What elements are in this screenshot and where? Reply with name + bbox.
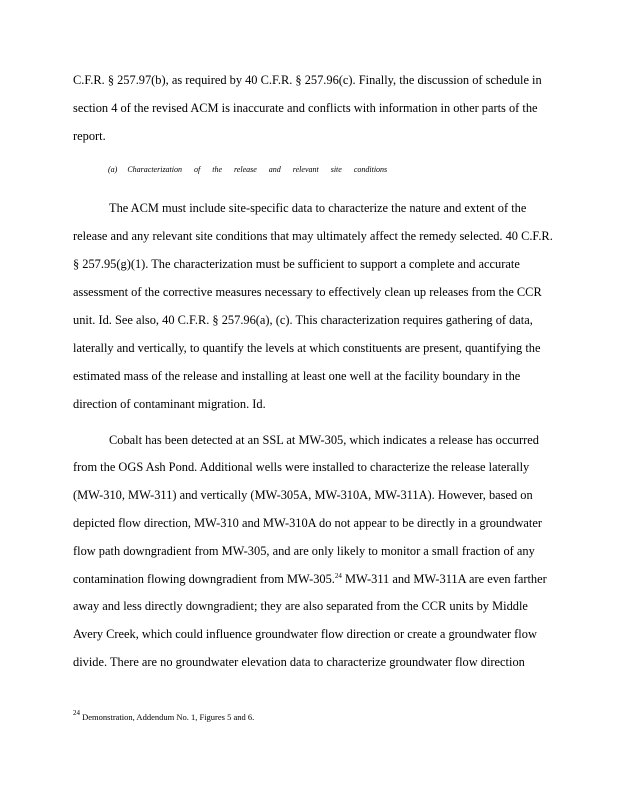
paragraph-cobalt-line: away and less directly downgradient; they are also separated from the CCR units by Middle (73, 599, 528, 613)
paragraph-cobalt-text-tail: MW-311 and MW-311A are even farther (341, 572, 547, 586)
paragraph-characterization-line: unit. Id. See also, 40 C.F.R. § 257.96(a), (c). This characterization requires gathering of data, (73, 313, 533, 327)
paragraph-cobalt-text: contamination flowing downgradient from MW-305. (73, 572, 335, 586)
paragraph-cobalt-line: depicted flow direction, MW-310 and MW-310A do not appear to be directly in a groundwater (73, 516, 542, 530)
paragraph-cobalt-line: divide. There are no groundwater elevation data to characterize groundwater flow direction (73, 655, 525, 669)
paragraph-cobalt-line: Avery Creek, which could influence groundwater flow direction or create a groundwater flow (73, 627, 537, 641)
paragraph-characterization-line: direction of contaminant migration. Id. (73, 397, 266, 411)
paragraph-cobalt-line: flow path downgradient from MW-305, and are only likely to monitor a small fraction of any (73, 544, 535, 558)
footnote-number: 24 (73, 709, 80, 717)
paragraph-intro-line: C.F.R. § 257.97(b), as required by 40 C.F.R. § 257.96(c). Finally, the discussion of schedule in (73, 73, 542, 87)
section-heading-label: (a) (108, 165, 118, 174)
paragraph-intro-line: section 4 of the revised ACM is inaccurate and conflicts with information in other parts of the (73, 101, 538, 115)
paragraph-cobalt-line: Cobalt has been detected at an SSL at MW-305, which indicates a release has occurred (109, 433, 539, 447)
footnote (73, 711, 254, 723)
paragraph-intro-line: report. (73, 129, 106, 143)
paragraph-cobalt-line: (MW-310, MW-311) and vertically (MW-305A, MW-310A, MW-311A). However, based on (73, 488, 533, 502)
paragraph-characterization-line: The ACM must include site-specific data to characterize the nature and extent of the (109, 201, 527, 215)
footnote-text: Demonstration, Addendum No. 1, Figures 5 and 6. (82, 712, 255, 722)
paragraph-characterization-line: estimated mass of the release and installing at least one well at the facility boundary in the (73, 369, 521, 383)
paragraph-characterization-line: laterally and vertically, to quantify the levels at which constituents are present, quantifying the (73, 341, 541, 355)
paragraph-characterization-line: § 257.95(g)(1). The characterization must be sufficient to support a complete and accurate (73, 257, 520, 271)
paragraph-cobalt-line: from the OGS Ash Pond. Additional wells were installed to characterize the release laterally (73, 460, 530, 474)
paragraph-characterization-line: assessment of the corrective measures necessary to effectively clean up releases from the CCR (73, 285, 542, 299)
paragraph-cobalt-line-with-footnote (73, 571, 547, 587)
paragraph-characterization-line: release and any relevant site conditions that may ultimately affect the remedy selected. 40 C.F.R. (73, 229, 553, 243)
section-heading (108, 164, 387, 176)
section-heading-text: Characterization of the release and relevant site conditions (127, 165, 388, 174)
footnote-reference[interactable]: 24 (334, 572, 342, 580)
